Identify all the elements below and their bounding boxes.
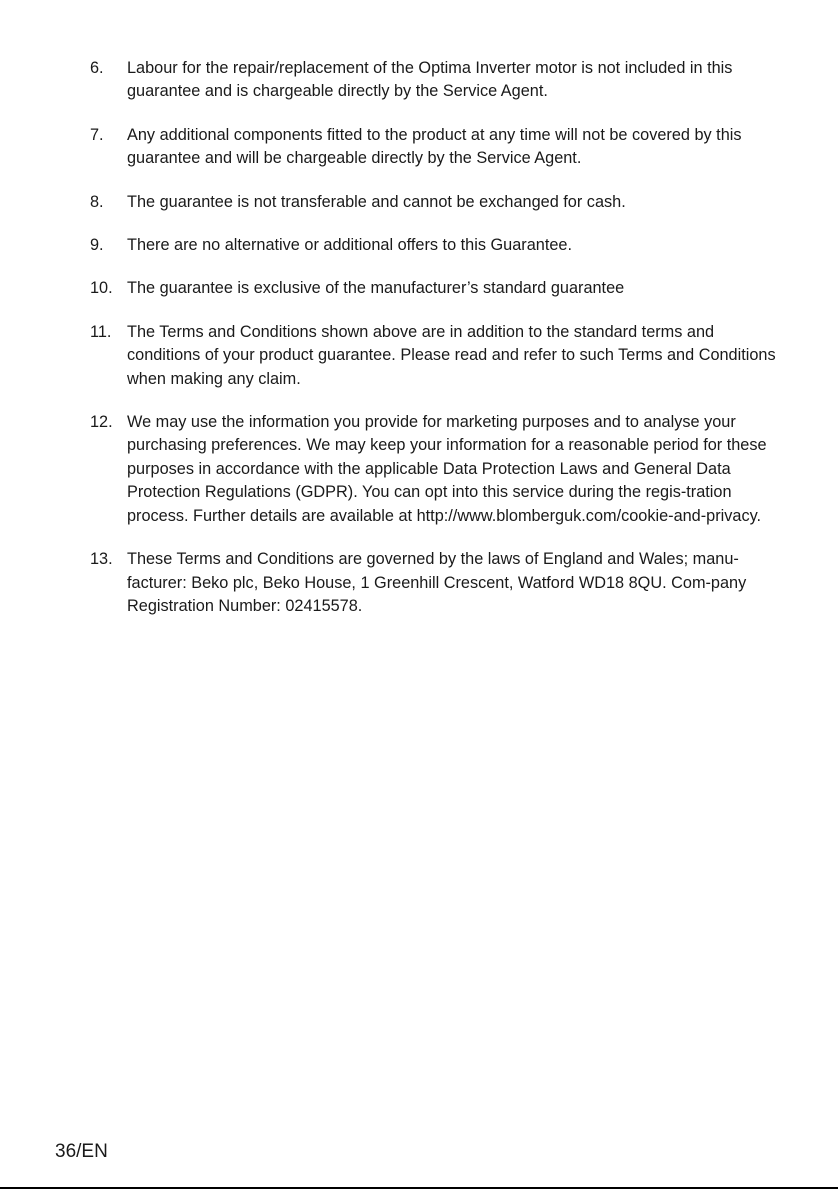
terms-list [90,57,785,638]
term-item-13 [90,548,785,618]
term-number: 10. [90,279,113,298]
term-item-6 [90,57,785,104]
term-number: 7. [90,125,104,144]
bottom-divider [0,1187,838,1189]
term-item-9 [90,234,785,257]
term-item-8 [90,191,785,214]
term-text: The Terms and Conditions shown above are in addition to the standard terms and conditions of your product guarantee. Please read and refer to such Terms and Conditions when making any claim. [127,322,776,388]
term-text: The guarantee is exclusive of the manufacturer’s standard guarantee [127,279,625,298]
term-text: These Terms and Conditions are governed by the laws of England and Wales; manu-facturer: Beko plc, Beko House, 1 Greenhill Crescent, Watford WD18 8QU. Com-pany Registration Number: 02415578. [127,550,747,615]
term-text: There are no alternative or additional offers to this Guarantee. [127,236,572,255]
page-number: 36/EN [55,1141,108,1162]
term-item-11 [90,321,785,391]
term-item-7 [90,124,785,171]
term-text: Labour for the repair/replacement of the Optima Inverter motor is not included in this guarantee and is chargeable directly by the Service Agent. [127,59,733,101]
term-number: 6. [90,59,104,77]
term-number: 9. [90,236,104,255]
term-text: Any additional components fitted to the product at any time will not be covered by this guarantee and will be chargeable directly by the Service Agent. [127,125,742,168]
term-number: 12. [90,413,113,432]
term-text: The guarantee is not transferable and cannot be exchanged for cash. [127,192,626,211]
term-text: We may use the information you provide for marketing purposes and to analyse your purchasing preferences. We may keep your information for a reasonable period for these purposes in accordance with the applicable Data Protection Laws and General Data Protection Regulations (GDPR). You can opt into this service during the regis-tration process. Further details are available at http://www.blomberguk.com/cookie-and-privacy. [127,413,767,525]
term-item-10 [90,277,785,300]
term-item-12 [90,411,785,528]
term-number: 8. [90,192,104,211]
term-number: 11. [90,322,112,341]
term-number: 13. [90,550,113,569]
